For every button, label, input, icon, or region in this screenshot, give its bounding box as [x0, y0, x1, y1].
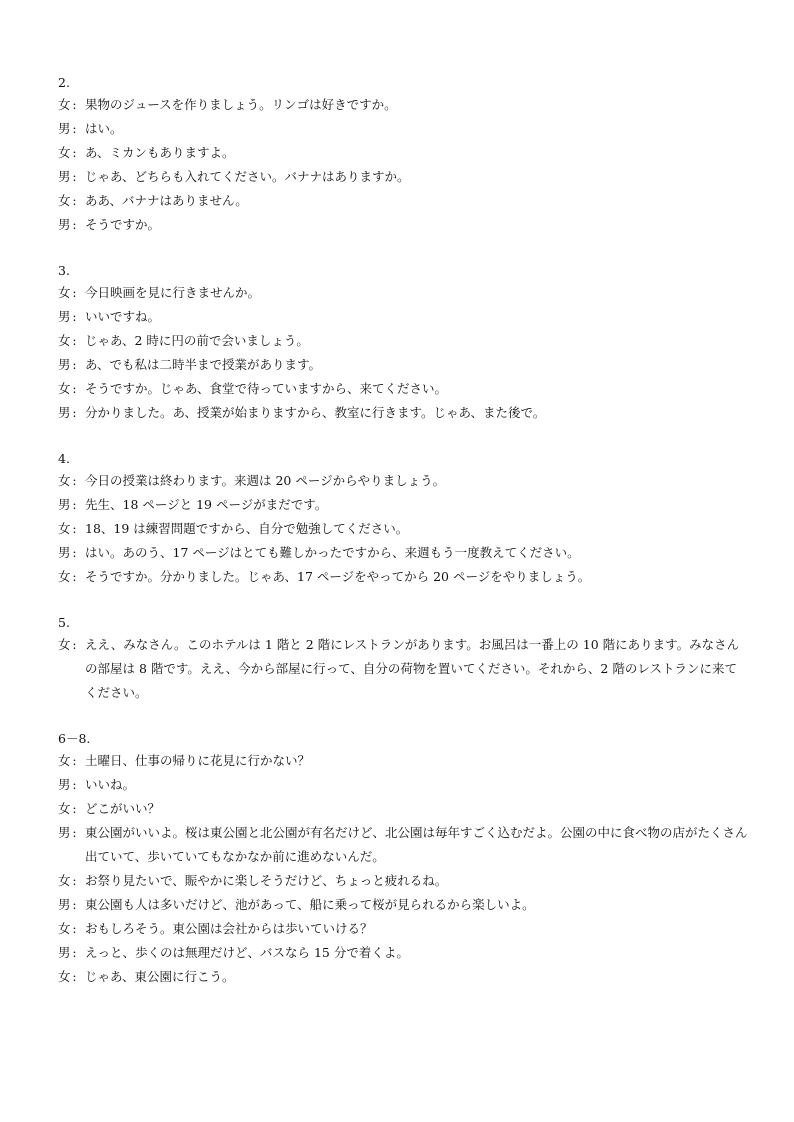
speaker-separator: : [72, 569, 77, 584]
speaker-separator: : [72, 969, 77, 984]
speaker-name: 女 [58, 753, 71, 768]
speaker-separator: : [72, 497, 77, 512]
dialogue-line [58, 773, 748, 797]
speaker-name: 女 [58, 637, 71, 652]
speaker-name: 男 [58, 545, 71, 560]
dialogue-line [58, 633, 748, 705]
dialogue-section [58, 449, 748, 589]
speaker-separator: : [72, 381, 77, 396]
speaker-name: 女 [58, 381, 71, 396]
speaker-separator: : [72, 897, 77, 912]
dialogue-section [58, 73, 748, 237]
transcript-document [58, 70, 748, 1013]
dialogue-line [58, 565, 748, 589]
speaker-name: 男 [58, 169, 71, 184]
speaker-label [58, 941, 85, 965]
speaker-label [58, 541, 85, 565]
speaker-name: 女 [58, 569, 71, 584]
speaker-separator: : [72, 169, 77, 184]
dialogue-line [58, 517, 748, 541]
dialogue-text: はい。あのう、17 ページはとても難しかったですから、来週もう一度教えてください。 [85, 545, 580, 560]
dialogue-line [58, 469, 748, 493]
dialogue-text: じゃあ、東公園に行こう。 [85, 969, 235, 984]
dialogue-line [58, 893, 748, 917]
speaker-name: 女 [58, 333, 71, 348]
speaker-label [58, 353, 85, 377]
speaker-separator: : [72, 921, 77, 936]
speaker-name: 男 [58, 121, 71, 136]
speaker-name: 女 [58, 473, 71, 488]
speaker-separator: : [72, 545, 77, 560]
dialogue-line [58, 797, 748, 821]
speaker-label [58, 305, 85, 329]
speaker-name: 男 [58, 897, 71, 912]
section-number: 3. [58, 263, 70, 278]
dialogue-section [58, 729, 748, 989]
speaker-separator: : [72, 801, 77, 816]
section-number: 5. [58, 615, 70, 630]
speaker-label [58, 117, 85, 141]
speaker-name: 女 [58, 801, 71, 816]
speaker-name: 男 [58, 309, 71, 324]
speaker-separator: : [72, 825, 77, 840]
speaker-separator: : [72, 777, 77, 792]
dialogue-text: いいね。 [85, 777, 136, 792]
dialogue-section [58, 261, 748, 425]
speaker-name: 女 [58, 145, 71, 160]
speaker-name: 男 [58, 825, 71, 840]
dialogue-text: どこがいい？ [85, 801, 161, 816]
speaker-separator: : [72, 97, 77, 112]
dialogue-text: ああ、バナナはありません。 [85, 193, 248, 208]
dialogue-text: いいですね。 [85, 309, 161, 324]
dialogue-text: そうですか。 [85, 217, 161, 232]
dialogue-text: 土曜日、仕事の帰りに花見に行かない？ [85, 753, 311, 768]
speaker-label [58, 401, 85, 425]
dialogue-text: 18、19 は練習問題ですから、自分で勉強してください。 [85, 521, 409, 536]
section-number: 2. [58, 75, 70, 90]
speaker-name: 女 [58, 921, 71, 936]
speaker-label [58, 189, 85, 213]
speaker-name: 男 [58, 497, 71, 512]
dialogue-text: 果物のジュースを作りましょう。リンゴは好きですか。 [85, 97, 397, 112]
dialogue-text: じゃあ、2 時に円の前で会いましょう。 [85, 333, 309, 348]
dialogue-line [58, 493, 748, 517]
speaker-name: 女 [58, 97, 71, 112]
speaker-name: 女 [58, 521, 71, 536]
speaker-name: 男 [58, 357, 71, 372]
speaker-label [58, 281, 85, 305]
dialogue-line [58, 117, 748, 141]
section-number: 4. [58, 451, 70, 466]
speaker-name: 女 [58, 969, 71, 984]
dialogue-line [58, 93, 748, 117]
dialogue-line [58, 189, 748, 213]
speaker-label [58, 917, 85, 941]
dialogue-line [58, 281, 748, 305]
dialogue-line [58, 869, 748, 893]
speaker-name: 女 [58, 873, 71, 888]
dialogue-text: 東公園がいいよ。桜は東公園と北公園が有名だけど、北公園は毎年すごく込むだよ。公園の中に食べ物の店がたくさん出ていて、歩いていてもなかなか前に進めないんだ。 [85, 825, 748, 864]
speaker-label [58, 821, 85, 869]
speaker-separator: : [72, 521, 77, 536]
dialogue-text: 先生、18 ページと 19 ページがまだです。 [85, 497, 328, 512]
speaker-name: 男 [58, 405, 71, 420]
speaker-separator: : [72, 357, 77, 372]
dialogue-line [58, 353, 748, 377]
speaker-separator: : [72, 753, 77, 768]
speaker-label [58, 965, 85, 989]
speaker-separator: : [72, 637, 77, 652]
speaker-separator: : [72, 309, 77, 324]
dialogue-line [58, 965, 748, 989]
speaker-label [58, 749, 85, 773]
dialogue-line [58, 377, 748, 401]
speaker-separator: : [72, 333, 77, 348]
speaker-label [58, 633, 85, 705]
speaker-label [58, 469, 85, 493]
speaker-label [58, 141, 85, 165]
dialogue-text: そうですか。分かりました。じゃあ、17 ページをやってから 20 ページをやりましょう。 [85, 569, 591, 584]
speaker-label [58, 517, 85, 541]
dialogue-text: 東公園も人は多いだけど、池があって、船に乗って桜が見られるから楽しいよ。 [85, 897, 535, 912]
dialogue-text: そうですか。じゃあ、食堂で待っていますから、来てください。 [85, 381, 448, 396]
dialogue-text: 今日の授業は終わります。来週は 20 ページからやりましょう。 [85, 473, 446, 488]
dialogue-text: お祭り見たいで、賑やかに楽しそうだけど、ちょっと疲れるね。 [85, 873, 448, 888]
speaker-separator: : [72, 285, 77, 300]
dialogue-line [58, 213, 748, 237]
speaker-name: 女 [58, 193, 71, 208]
speaker-label [58, 329, 85, 353]
speaker-separator: : [72, 945, 77, 960]
dialogue-text: あ、ミカンもありますよ。 [85, 145, 235, 160]
speaker-separator: : [72, 193, 77, 208]
speaker-label [58, 93, 85, 117]
dialogue-line [58, 821, 748, 869]
speaker-name: 男 [58, 217, 71, 232]
speaker-separator: : [72, 145, 77, 160]
speaker-label [58, 213, 85, 237]
dialogue-line [58, 401, 748, 425]
speaker-label [58, 165, 85, 189]
dialogue-text: おもしろそう。東公園は会社からは歩いていける？ [85, 921, 373, 936]
dialogue-line [58, 941, 748, 965]
dialogue-line [58, 141, 748, 165]
speaker-name: 女 [58, 285, 71, 300]
section-number: 6－8. [58, 731, 91, 746]
dialogue-line [58, 329, 748, 353]
dialogue-text: じゃあ、どちらも入れてください。バナナはありますか。 [85, 169, 410, 184]
speaker-label [58, 893, 85, 917]
speaker-label [58, 565, 85, 589]
dialogue-text: えっと、歩くのは無理だけど、バスなら 15 分で着くよ。 [85, 945, 409, 960]
dialogue-line [58, 541, 748, 565]
speaker-label [58, 773, 85, 797]
speaker-label [58, 797, 85, 821]
speaker-name: 男 [58, 945, 71, 960]
dialogue-text: 分かりました。あ、授業が始まりますから、教室に行きます。じゃあ、また後で。 [85, 405, 546, 420]
speaker-separator: : [72, 217, 77, 232]
dialogue-line [58, 917, 748, 941]
dialogue-text: ええ、みなさん。このホテルは 1 階と 2 階にレストランがあります。お風呂は一番上の 10 階にあります。みなさんの部屋は 8 階です。ええ、今から部屋に行って、自分の荷物を置いてください。それから、2 階のレストランに来てください。 [85, 637, 740, 700]
dialogue-text: はい。 [85, 121, 123, 136]
speaker-name: 男 [58, 777, 71, 792]
speaker-label [58, 493, 85, 517]
speaker-separator: : [72, 473, 77, 488]
dialogue-line [58, 305, 748, 329]
dialogue-text: 今日映画を見に行きませんか。 [85, 285, 261, 300]
dialogue-line [58, 165, 748, 189]
dialogue-line [58, 749, 748, 773]
speaker-label [58, 869, 85, 893]
speaker-separator: : [72, 873, 77, 888]
speaker-separator: : [72, 405, 77, 420]
dialogue-section [58, 613, 748, 705]
speaker-label [58, 377, 85, 401]
dialogue-text: あ、でも私は二時半まで授業があります。 [85, 357, 322, 372]
speaker-separator: : [72, 121, 77, 136]
